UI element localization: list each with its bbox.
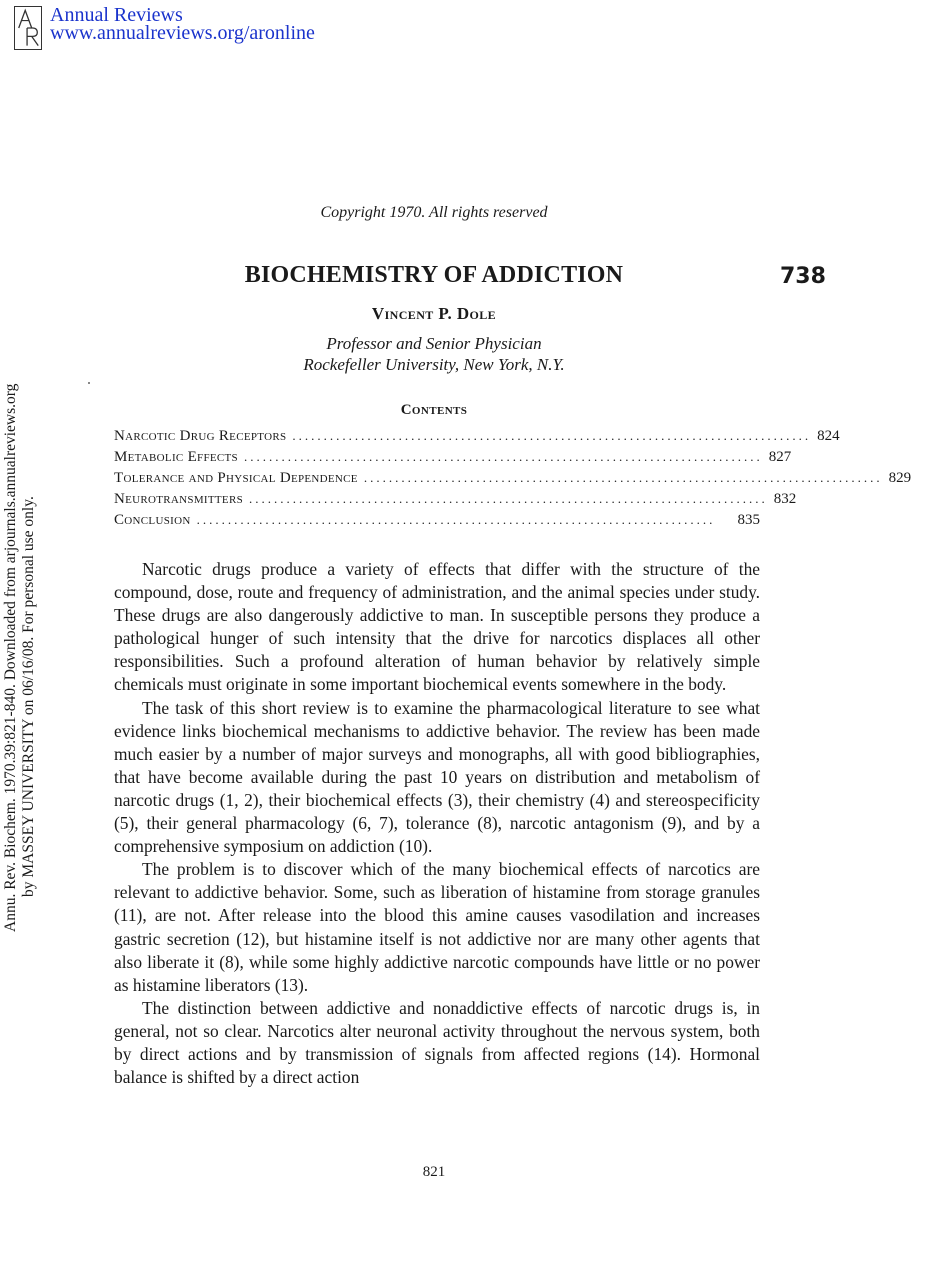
toc-entry-page: 835 bbox=[737, 512, 760, 528]
page-number: 821 bbox=[422, 1164, 446, 1180]
toc-entry-label: Narcotic Drug Receptors bbox=[114, 428, 287, 444]
body-paragraph: The task of this short review is to examine the pharmacological literature to see what evidence links biochemical mechanisms to addictive behavior. The review has been made much easier by a number of major surveys and monographs, all with good bibliographies, that have become available during the past 10 years on distribution and metabolism of narcotic drugs (1, 2), their biochemical effects (3), their chemistry (4) and stereospecificity (5), their general pharmacology (6, 7), tolerance (8), narcotic antagonism (9), and by a comprehensive symposium on addiction (10). bbox=[114, 697, 760, 857]
toc-entry bbox=[114, 512, 760, 533]
stray-mark bbox=[88, 382, 90, 384]
body-paragraph: Narcotic drugs produce a variety of effects that differ with the structure of the compound, dose, route and frequency of administration, and the animal species under study. These drugs are also dangerously addictive to man. In susceptible persons they produce a pathological hunger of such intensity that the drive for narcotics displaces all other responsibilities. Such a profound alteration of human behavior by relatively simple chemicals must originate in some important biochemical events somewhere in the body. bbox=[114, 559, 760, 695]
toc-leader-dots: ................................................................................... bbox=[363, 470, 883, 485]
toc-leader-dots: ................................................................................... bbox=[196, 512, 716, 527]
author-title: Professor and Senior Physician bbox=[326, 334, 542, 353]
toc-entry-label: Neurotransmitters bbox=[114, 491, 243, 507]
download-note-line-2: by MASSEY UNIVERSITY on 06/16/08. For personal use only. bbox=[20, 496, 37, 897]
author-name: Vincent P. Dole bbox=[371, 304, 497, 323]
toc-entry bbox=[114, 428, 840, 449]
toc-entry bbox=[114, 470, 912, 491]
article-body bbox=[114, 558, 760, 1089]
toc-entry bbox=[114, 491, 797, 512]
toc-leader-dots: ................................................................................... bbox=[292, 428, 812, 443]
author-affiliation: Rockefeller University, New York, N.Y. bbox=[303, 355, 565, 374]
toc-entry bbox=[114, 449, 792, 470]
contents-heading: Contents bbox=[400, 402, 468, 418]
download-note-line-1: Annu. Rev. Biochem. 1970.39:821-840. Downloaded from arjournals.annualreviews.org bbox=[2, 383, 19, 932]
body-paragraph: The problem is to discover which of the many biochemical effects of narcotics are relevant to addictive behavior. Some, such as liberation of histamine from storage granules (11), are not. After release into the blood this amine causes vasodilation and increases gastric secretion (12), but histamine itself is not addictive nor are many other agents that also liberate it (8), while some highly addictive narcotic compounds have little or no power as histamine liberators (13). bbox=[114, 859, 760, 995]
toc-leader-dots: ................................................................................... bbox=[243, 449, 763, 464]
body-paragraph: The distinction between addictive and nonaddictive effects of narcotic drugs is, in general, not so clear. Narcotics alter neuronal activity throughout the nervous system, both by direct actions and by transmission of signals from affected regions (14). Hormonal balance is shifted by a direct action bbox=[114, 997, 760, 1088]
download-note bbox=[0, 0, 48, 1275]
brand-name-link[interactable]: Annual Reviews bbox=[50, 4, 183, 26]
toc-entry-page: 829 bbox=[888, 470, 912, 486]
toc-entry-page: 824 bbox=[817, 428, 840, 444]
brand-url-link[interactable]: www.annualreviews.org/aronline bbox=[50, 22, 315, 44]
table-of-contents bbox=[114, 428, 912, 533]
toc-entry-label: Metabolic Effects bbox=[114, 449, 238, 465]
article-title: BIOCHEMISTRY OF ADDICTION bbox=[244, 262, 624, 288]
copyright-notice: Copyright 1970. All rights reserved bbox=[320, 204, 548, 221]
download-note-text bbox=[2, 332, 38, 932]
toc-entry-label: Conclusion bbox=[114, 512, 191, 528]
toc-entry-page: 832 bbox=[773, 491, 797, 507]
toc-entry-page: 827 bbox=[768, 449, 792, 465]
toc-entry-label: Tolerance and Physical Dependence bbox=[114, 470, 358, 486]
reference-number: 738 bbox=[780, 264, 826, 289]
toc-leader-dots: ................................................................................... bbox=[249, 491, 768, 506]
